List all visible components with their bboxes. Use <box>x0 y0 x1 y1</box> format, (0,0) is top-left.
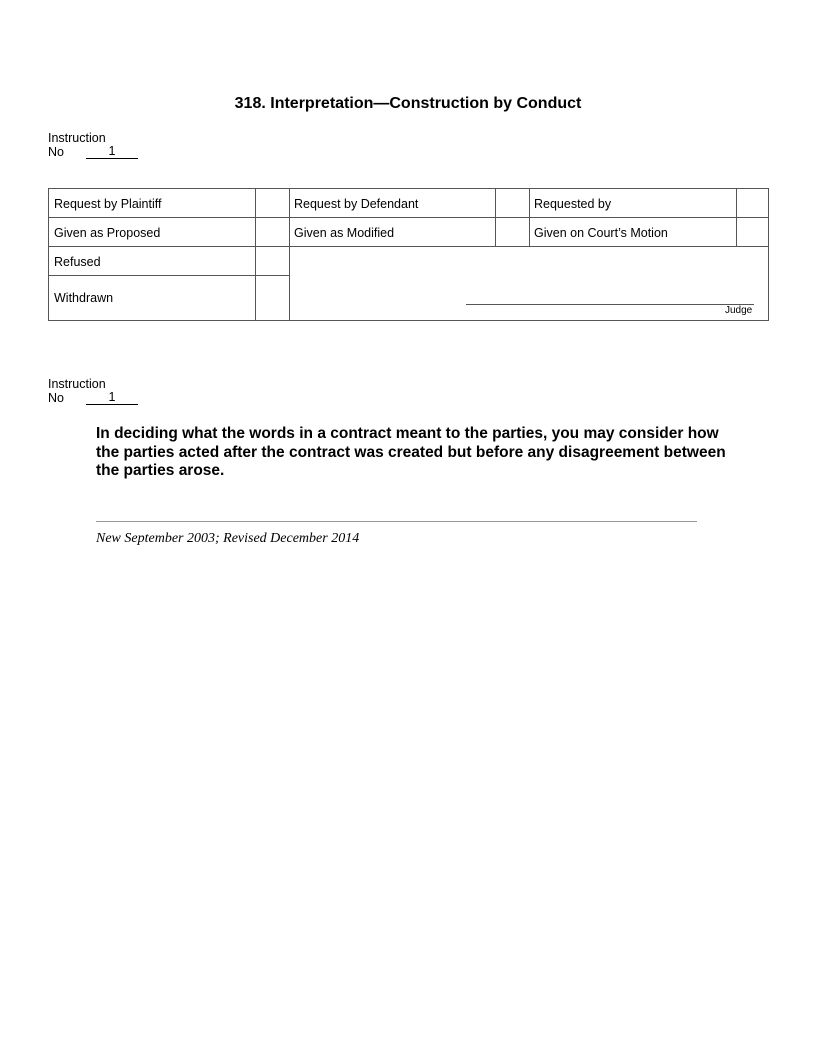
table-divider <box>49 217 768 218</box>
instruction-label: Instruction <box>48 131 106 145</box>
given-as-proposed-checkbox[interactable] <box>255 218 289 247</box>
instruction-number-bottom <box>48 377 138 405</box>
given-on-courts-motion-checkbox[interactable] <box>736 218 768 247</box>
table-divider <box>49 246 768 247</box>
refused-label: Refused <box>54 254 101 269</box>
table-divider <box>289 189 290 320</box>
given-as-modified-checkbox[interactable] <box>495 218 529 247</box>
refused-checkbox[interactable] <box>255 247 289 276</box>
instruction-text: In deciding what the words in a contract meant to the parties, you may consider how the parties acted after the contract was created but before any disagreement between the parties arose. <box>96 425 726 479</box>
instruction-no-label: No <box>48 391 64 405</box>
given-as-proposed-label: Given as Proposed <box>54 225 161 240</box>
requested-by-label: Requested by <box>534 196 612 211</box>
table-divider <box>49 275 289 276</box>
instruction-number-top <box>48 131 138 159</box>
requested-by-checkbox[interactable] <box>736 189 768 218</box>
instruction-label: Instruction <box>48 377 106 391</box>
judge-signature-line[interactable] <box>466 304 754 305</box>
instruction-no-field[interactable]: 1 <box>86 391 138 405</box>
request-by-defendant-label: Request by Defendant <box>294 196 419 211</box>
instruction-no-field[interactable]: 1 <box>86 145 138 159</box>
withdrawn-label: Withdrawn <box>54 291 114 305</box>
judge-label: Judge <box>725 305 753 316</box>
table-divider <box>736 189 737 247</box>
page-title: 318. Interpretation—Construction by Conduct <box>234 95 582 112</box>
revision-note: New September 2003; Revised December 2014 <box>96 531 360 546</box>
footer-divider <box>96 521 697 522</box>
request-by-defendant-checkbox[interactable] <box>495 189 529 218</box>
given-as-modified-label: Given as Modified <box>294 225 395 240</box>
instruction-no-label: No <box>48 145 64 159</box>
withdrawn-checkbox[interactable] <box>255 276 289 320</box>
request-by-plaintiff-checkbox[interactable] <box>255 189 289 218</box>
request-table <box>48 188 769 321</box>
table-divider <box>495 189 496 247</box>
table-divider <box>529 189 530 247</box>
given-on-courts-motion-label: Given on Court’s Motion <box>534 225 668 240</box>
table-divider <box>255 189 256 320</box>
request-by-plaintiff-label: Request by Plaintiff <box>54 196 162 211</box>
